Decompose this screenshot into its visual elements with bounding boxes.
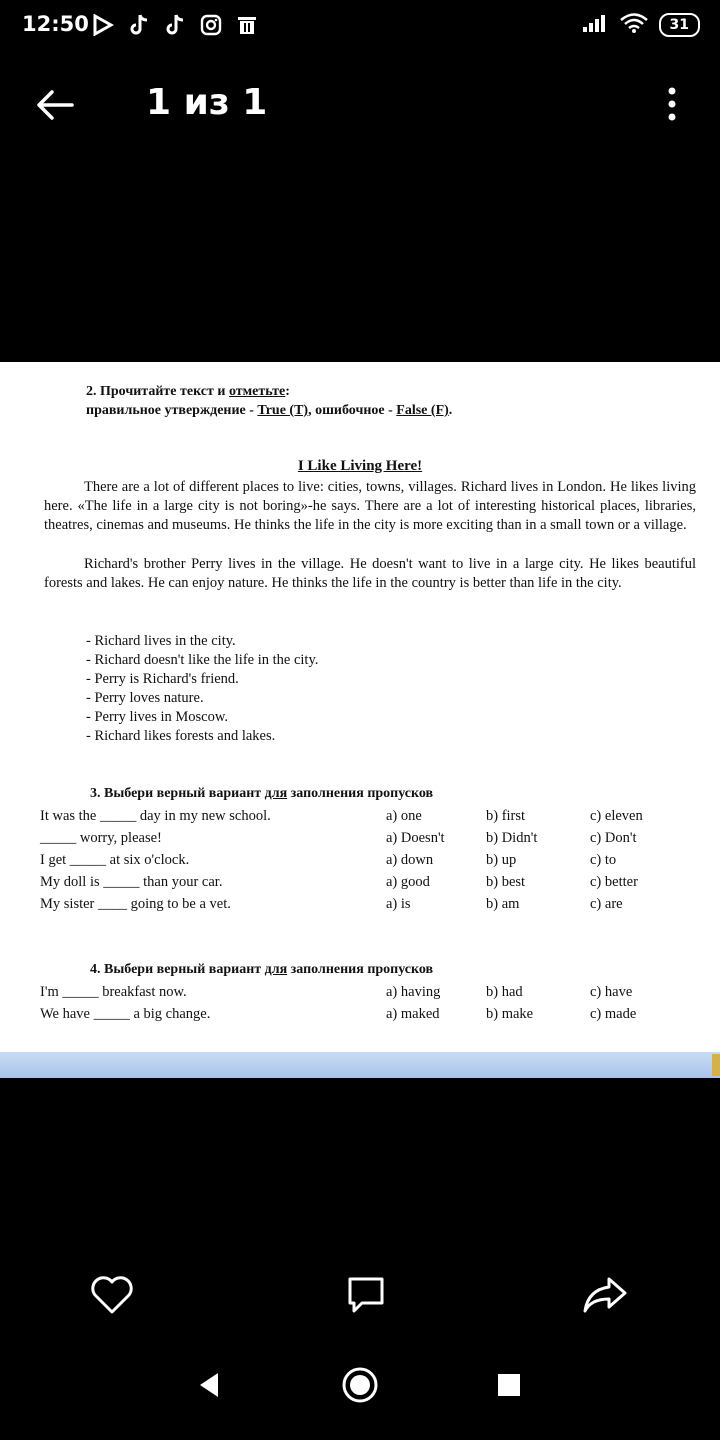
task2-heading: 2. Прочитайте текст и отметьте:: [86, 384, 290, 399]
table-row: I'm _____ breakfast now. a) having b) had c) have: [40, 984, 633, 1000]
battery-indicator: 31: [659, 13, 700, 37]
top-app-bar: [0, 70, 720, 140]
story-title: I Like Living Here!: [297, 458, 423, 474]
document-image[interactable]: [0, 362, 720, 1052]
list-item: - Perry is Richard's friend.: [86, 671, 239, 687]
instagram-icon: [196, 10, 226, 40]
list-item: - Richard lives in the city.: [86, 633, 236, 649]
heart-icon: [89, 1274, 135, 1316]
system-indicators: [581, 12, 700, 38]
list-item: - Perry loves nature.: [86, 690, 204, 706]
table-row: We have _____ a big change. a) maked b) make c) made: [40, 1006, 637, 1022]
action-bar: [0, 1270, 720, 1330]
notification-icons: [88, 10, 262, 40]
table-row: My sister ____ going to be a vet. a) is b) am c) are: [40, 896, 623, 912]
triangle-back-icon: [194, 1370, 224, 1400]
list-item: - Richard likes forests and lakes.: [86, 728, 276, 744]
share-button[interactable]: [580, 1270, 630, 1320]
wifi-icon: [619, 12, 649, 38]
table-row: It was the _____ day in my new school. a) one b) first c) eleven: [40, 808, 643, 824]
table-row: My doll is _____ than your car. a) good b) best c) better: [40, 874, 638, 890]
nav-home-button[interactable]: [335, 1360, 385, 1410]
trash-icon: [232, 10, 262, 40]
square-recents-icon: [495, 1371, 523, 1399]
nav-back-button[interactable]: [184, 1360, 234, 1410]
task3-heading: 3. Выбери верный вариант для заполнения пропусков: [90, 786, 434, 801]
task2-instruction: правильное утверждение - True (T), ошибочное - False (F).: [86, 403, 453, 418]
page-counter-title: 1 из 1: [146, 82, 268, 123]
scroll-edge: [712, 1054, 720, 1076]
statements-list: [86, 632, 318, 746]
comment-button[interactable]: [341, 1270, 391, 1320]
circle-home-icon: [340, 1365, 380, 1405]
story-paragraph-2: Richard's brother Perry lives in the village. He doesn't want to live in a large city. He likes beautiful forests and lakes. He can enjoy nature. He thinks the life in the country is better than life in the city.: [44, 556, 696, 591]
system-nav-bar: [0, 1360, 720, 1424]
status-bar: [0, 0, 720, 50]
more-vertical-icon: [660, 84, 684, 128]
task4-heading: 4. Выбери верный вариант для заполнения пропусков: [90, 962, 434, 977]
table-row: I get _____ at six o'clock. a) down b) up c) to: [40, 852, 617, 868]
like-button[interactable]: [87, 1270, 137, 1320]
signal-icon: [581, 13, 609, 37]
arrow-left-icon: [30, 80, 80, 130]
document-footer-strip: [0, 1052, 720, 1078]
comment-icon: [344, 1273, 388, 1317]
share-icon: [581, 1275, 629, 1315]
tiktok-icon: [124, 10, 154, 40]
list-item: - Perry lives in Moscow.: [86, 709, 229, 725]
story-paragraph-1: There are a lot of different places to live: cities, towns, villages. Richard lives in London. He likes living here. «The life in a large city is not boring»-he says. There are a lot of interesting historical places, libraries, theatres, cinemas and museums. He thinks the life in the city is more exciting than in a small town or a village.: [44, 479, 696, 533]
tiktok-icon: [160, 10, 190, 40]
play-store-icon: [88, 10, 118, 40]
nav-recents-button[interactable]: [484, 1360, 534, 1410]
table-row: _____ worry, please! a) Doesn't b) Didn't c) Don't: [40, 830, 637, 846]
back-button[interactable]: [30, 80, 80, 130]
list-item: - Richard doesn't like the life in the city.: [86, 652, 319, 668]
status-time: 12:50: [22, 12, 89, 36]
more-options-button[interactable]: [660, 84, 684, 128]
